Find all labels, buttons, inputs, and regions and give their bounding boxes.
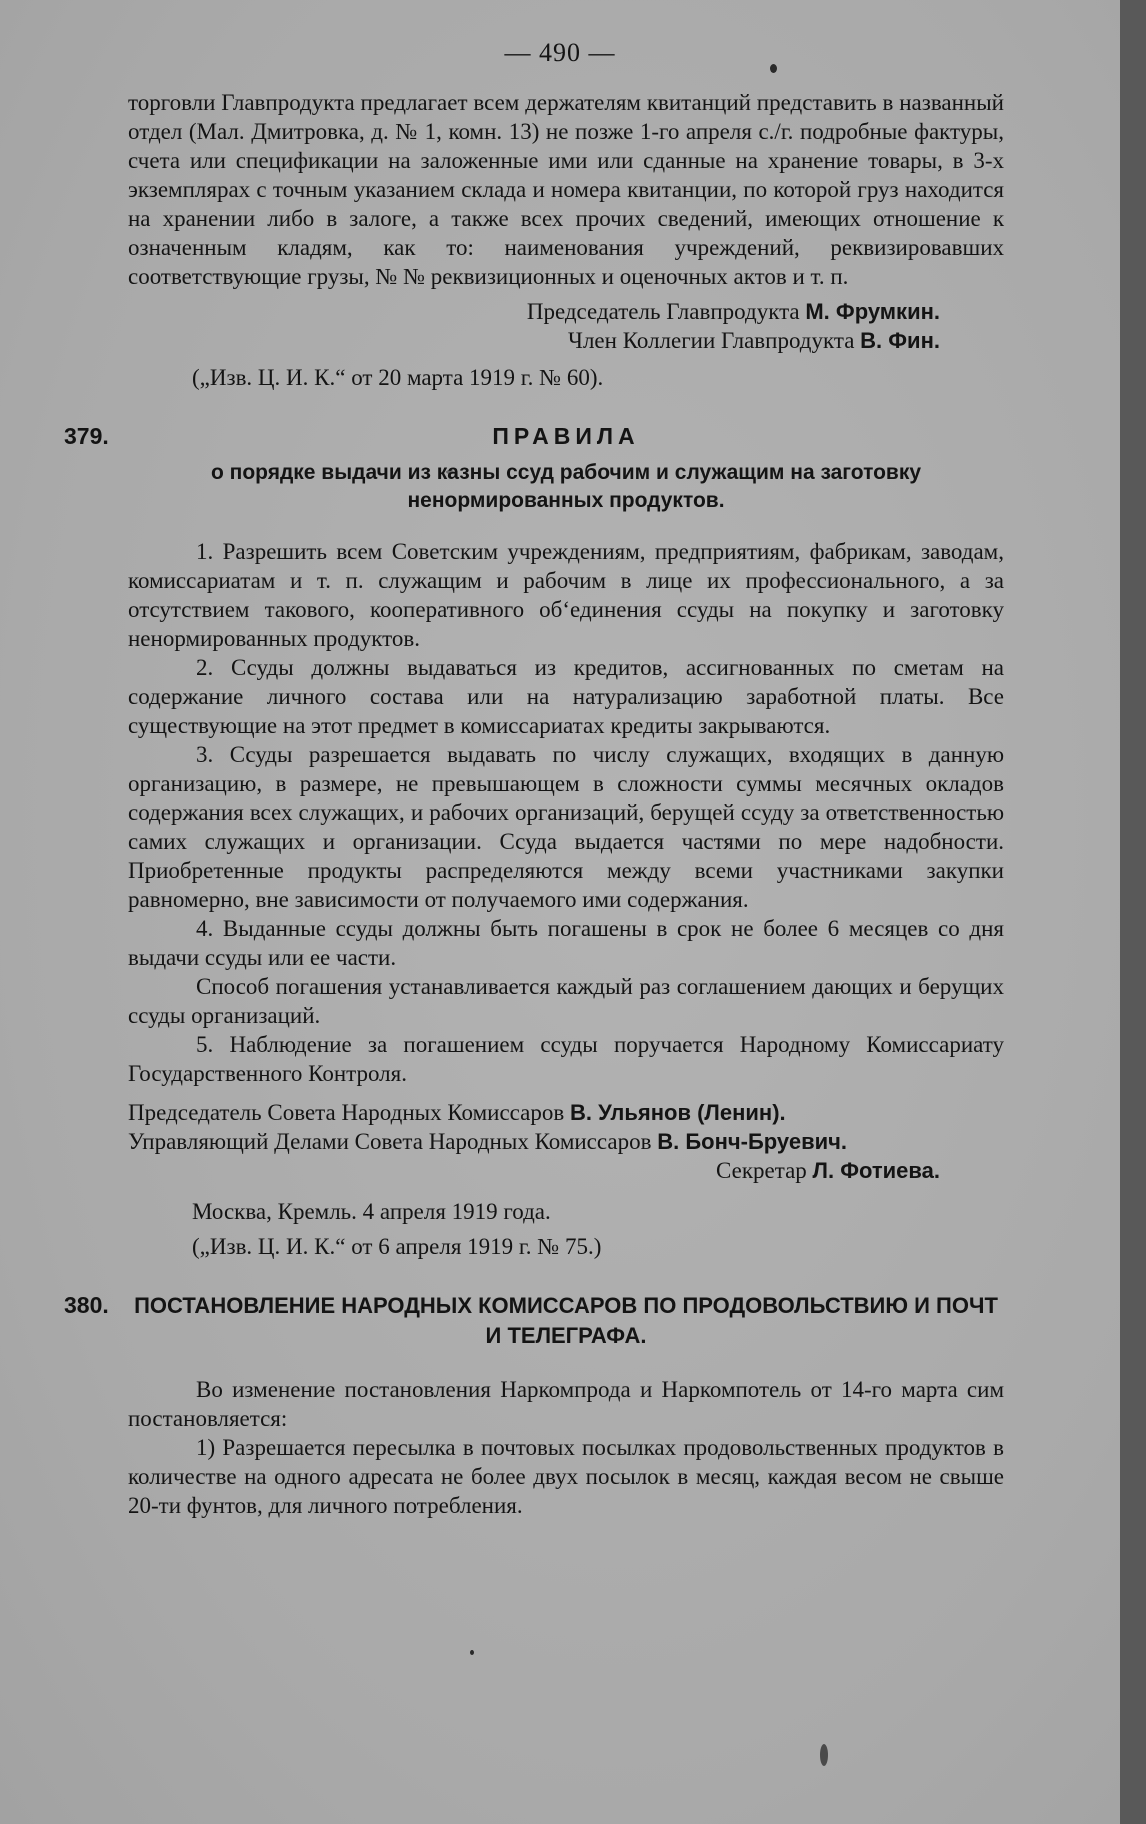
section-379 [64, 422, 1004, 1261]
rule-paragraph: Способ погашения устанавливается каждый раз соглашением дающих и берущих ссуды организаций. [128, 974, 1004, 1028]
citation: („Изв. Ц. И. К.“ от 20 марта 1919 г. № 60). [192, 365, 604, 390]
section-number: 379. [64, 423, 109, 449]
signature-role: Председатель Совета Народных Комиссаров [128, 1100, 565, 1125]
rule-paragraph: 4. Выданные ссуды должны быть погашены в срок не более 6 месяцев со дня выдачи ссуды или ее части. [128, 916, 1004, 970]
intro-block [128, 88, 1004, 392]
signature-line [128, 1098, 1004, 1127]
signature-line [128, 1156, 1004, 1185]
rule-paragraph: 2. Ссуды должны выдаваться из кредитов, ассигнованных по сметам на содержание личного состава или на натурализацию заработной платы. Все существующие на этот предмет в комиссариатах кредиты закрываются. [128, 655, 1004, 738]
section-body [128, 1375, 1004, 1520]
signature-line [128, 1127, 1004, 1156]
signature-name: В. Бонч-Бруевич. [657, 1129, 848, 1154]
signature-name: Л. Фотиева. [812, 1158, 940, 1183]
section-number: 380. [64, 1292, 109, 1318]
section-subtitle: о порядке выдачи из казны ссуд рабочим и служащим на заготовку ненормированных продуктов. [210, 461, 922, 512]
rule-paragraph: 1. Разрешить всем Советским учреждениям, предприятиям, фабрикам, заводам, комиссариатам и т. п. служащим и рабочим в лице их профессионального, а за отсутствием такового, кооперативного об‘единения ссуды на покупку и заготовку ненормированных продуктов. [128, 539, 1004, 651]
rule-paragraph: 5. Наблюдение за погашением ссуды поручается Народному Комиссариату Государственного Контроля. [128, 1032, 1004, 1086]
ink-speck [470, 1650, 474, 1655]
section-title: ПРАВИЛА [492, 423, 640, 449]
place-date: Москва, Кремль. 4 апреля 1919 года. [192, 1199, 551, 1224]
signatures [128, 1098, 1004, 1185]
ink-speck [820, 1744, 828, 1766]
section-380 [64, 1291, 1004, 1520]
decree-paragraph: Во изменение постановления Наркомпрода и Наркомпотель от 14-го марта сим постановляется: [128, 1377, 1004, 1431]
page-content [64, 88, 1004, 1520]
section-title: ПОСТАНОВЛЕНИЕ НАРОДНЫХ КОМИССАРОВ ПО ПРОДОВОЛЬСТВИЮ И ПОЧТ И ТЕЛЕГРАФА. [134, 1293, 998, 1348]
signature-name: В. Ульянов (Ленин). [569, 1100, 786, 1125]
signature-role: Управляющий Делами Совета Народных Комиссаров [128, 1129, 652, 1154]
citation: („Изв. Ц. И. К.“ от 6 апреля 1919 г. № 75.) [192, 1234, 602, 1259]
signature-name: М. Фрумкин. [805, 299, 940, 324]
rule-paragraph: 3. Ссуды разрешается выдавать по числу служащих, входящих в данную организацию, в размере, не превышающем в сложности суммы месячных окладов содержания всех служащих, и рабочих организаций, берущей ссуду за ответственностью самих служащих и организации. Ссуда выдается частями по мере надобности. Приобретенные продукты распределяются между всеми участниками закупки равномерно, вне зависимости от получаемого ими содержания. [128, 742, 1004, 912]
section-body [128, 537, 1004, 1088]
page-number: — 490 — [504, 38, 616, 67]
ink-speck [770, 64, 777, 73]
signature-role: Председатель Главпродукта [526, 299, 800, 324]
signature-role: Секретар [716, 1158, 807, 1183]
signature-role: Член Коллегии Главпродукта [568, 328, 855, 353]
intro-paragraph: торговли Главпродукта предлагает всем держателям квитанций представить в названный отдел (Мал. Дмитровка, д. № 1, комн. 13) не позже 1-го апреля с./г. подробные фактуры, счета или спецификации на заложенные ими или сданные на хранение товары, в 3-х экземплярах с точным указанием склада и номера квитанции, по которой груз находится на хранении либо в залоге, а также всех прочих сведений, имеющих отношение к означенным кладям, как то: наименования учреждений, реквизировавших соответствующие грузы, № № реквизиционных и оценочных актов и т. п. [128, 90, 1004, 289]
signature-name: В. Фин. [860, 328, 940, 353]
signature-line [128, 297, 1004, 326]
decree-paragraph: 1) Разрешается пересылка в почтовых посылках продовольственных продуктов в количестве на одного адресата не более двух посылок в месяц, каждая весом не свыше 20-ти фунтов, для личного потребления. [128, 1435, 1004, 1518]
signature-line [128, 326, 1004, 355]
